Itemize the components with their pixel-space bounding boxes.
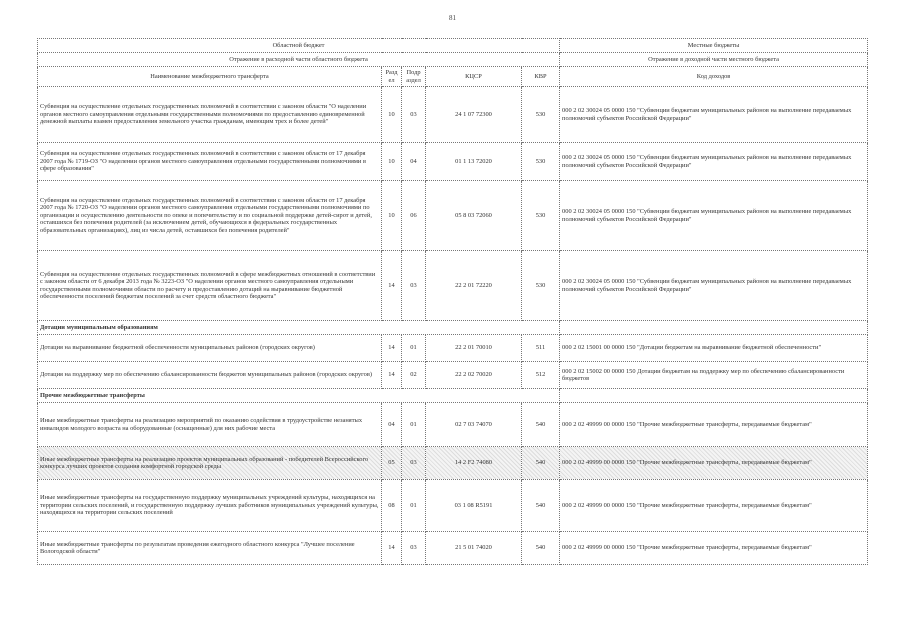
table-row bbox=[38, 143, 868, 181]
transfer-name-cell: Иные межбюджетные трансферты на государственную поддержку муниципальных учреждений культуры, находящихся на территории сельских поселений, и государственную поддержку лучших работников муниципальных учреждений культуры, находящихся на территории сельских поселений bbox=[38, 480, 382, 532]
income-code-cell: 000 2 02 15001 00 0000 150 "Дотации бюджетам на выравнивание бюджетной обеспеченности" bbox=[560, 335, 868, 362]
col-section-header: Разд ел bbox=[382, 67, 402, 87]
section-code-cell: 08 bbox=[382, 480, 402, 532]
table-row bbox=[38, 251, 868, 321]
kvr-cell: 530 bbox=[522, 181, 560, 251]
transfers-table bbox=[37, 38, 868, 565]
kvr-cell: 540 bbox=[522, 403, 560, 447]
income-code-cell: 000 2 02 30024 05 0000 150 "Субвенции бюджетам муниципальных районов на выполнение передаваемых полномочий субъектов Российской Федерации" bbox=[560, 251, 868, 321]
kvr-cell: 512 bbox=[522, 362, 560, 389]
local-budgets-header: Местные бюджеты bbox=[560, 39, 868, 53]
transfer-name-cell: Дотация на поддержку мер по обеспечению сбалансированности бюджетов муниципальных районов (городских округов) bbox=[38, 362, 382, 389]
kvr-cell: 530 bbox=[522, 251, 560, 321]
kcsr-cell: 21 5 01 74020 bbox=[426, 532, 522, 565]
section-title: Прочие межбюджетные трансферты bbox=[38, 389, 560, 403]
transfer-name-cell: Иные межбюджетные трансферты по результатам проведения ежегодного областного конкурса "Лучшее поселение Вологодской области" bbox=[38, 532, 382, 565]
income-code-cell: 000 2 02 49999 00 0000 150 "Прочие межбюджетные трансферты, передаваемые бюджетам" bbox=[560, 480, 868, 532]
kvr-cell: 530 bbox=[522, 143, 560, 181]
kcsr-cell: 14 2 F2 74080 bbox=[426, 447, 522, 480]
section-row bbox=[38, 389, 868, 403]
section-empty-cell bbox=[560, 389, 868, 403]
kcsr-cell: 01 1 13 72020 bbox=[426, 143, 522, 181]
section-title: Дотации муниципальным образованиям bbox=[38, 321, 560, 335]
section-empty-cell bbox=[560, 321, 868, 335]
col-subsection-header: Подр аздел bbox=[402, 67, 426, 87]
expense-reflection-header: Отражение в расходной части областного бюджета bbox=[38, 53, 560, 67]
section-code-cell: 14 bbox=[382, 362, 402, 389]
kvr-cell: 540 bbox=[522, 532, 560, 565]
table-row bbox=[38, 335, 868, 362]
subsection-code-cell: 06 bbox=[402, 181, 426, 251]
table-row bbox=[38, 362, 868, 389]
income-code-cell: 000 2 02 49999 00 0000 150 "Прочие межбюджетные трансферты, передаваемые бюджетам" bbox=[560, 447, 868, 480]
table-row bbox=[38, 480, 868, 532]
table-row bbox=[38, 447, 868, 480]
table-row bbox=[38, 532, 868, 565]
col-name-header: Наименование межбюджетного трансферта bbox=[38, 67, 382, 87]
subsection-code-cell: 04 bbox=[402, 143, 426, 181]
subsection-code-cell: 01 bbox=[402, 403, 426, 447]
kcsr-cell: 02 7 03 74070 bbox=[426, 403, 522, 447]
section-code-cell: 10 bbox=[382, 143, 402, 181]
section-code-cell: 04 bbox=[382, 403, 402, 447]
kcsr-cell: 03 1 08 R5191 bbox=[426, 480, 522, 532]
section-code-cell: 10 bbox=[382, 87, 402, 143]
subsection-code-cell: 03 bbox=[402, 251, 426, 321]
subsection-code-cell: 03 bbox=[402, 87, 426, 143]
section-code-cell: 14 bbox=[382, 532, 402, 565]
kcsr-cell: 22 2 01 72220 bbox=[426, 251, 522, 321]
section-code-cell: 14 bbox=[382, 251, 402, 321]
income-reflection-header: Отражение в доходной части местного бюджета bbox=[560, 53, 868, 67]
transfer-name-cell: Иные межбюджетные трансферты на реализацию проектов муниципальных образований - победителей Всероссийского конкурса лучших проектов создания комфортной городской среды bbox=[38, 447, 382, 480]
transfer-name-cell: Субвенция на осуществление отдельных государственных полномочий в соответствии с законом области от 17 декабря 2007 года № 1720-ОЗ "О наделении органов местного самоуправления отдельными государственными полномочиями по организации и осуществлению деятельности по опеке и попечительству и по социальной поддержке детей-сирот и детей, оставшихся без попечения родителей (за исключением детей, обучающихся в федеральных государственных образовательных организациях), лиц из числа детей, оставшихся без попечения родителей" bbox=[38, 181, 382, 251]
section-row bbox=[38, 321, 868, 335]
transfer-name-cell: Субвенция на осуществление отдельных государственных полномочий в соответствии с законом области "О наделении органов местного самоуправления отдельными государственными полномочиями по предоставлению единовременной денежной выплаты взамен предоставления земельного участка гражданам, имеющим трех и более детей" bbox=[38, 87, 382, 143]
col-kcsr-header: КЦСР bbox=[426, 67, 522, 87]
col-kvr-header: КВР bbox=[522, 67, 560, 87]
kvr-cell: 530 bbox=[522, 87, 560, 143]
kcsr-cell: 05 8 03 72060 bbox=[426, 181, 522, 251]
section-code-cell: 10 bbox=[382, 181, 402, 251]
transfer-name-cell: Дотация на выравнивание бюджетной обеспеченности муниципальных районов (городских округов) bbox=[38, 335, 382, 362]
transfer-name-cell: Иные межбюджетные трансферты на реализацию мероприятий по оказанию содействия в трудоустройстве незанятых инвалидов молодого возраста на оборудованные (оснащенные) для них рабочие места bbox=[38, 403, 382, 447]
kcsr-cell: 24 1 07 72300 bbox=[426, 87, 522, 143]
subsection-code-cell: 01 bbox=[402, 480, 426, 532]
income-code-cell: 000 2 02 30024 05 0000 150 "Субвенции бюджетам муниципальных районов на выполнение передаваемых полномочий субъектов Российской Федерации" bbox=[560, 181, 868, 251]
kvr-cell: 511 bbox=[522, 335, 560, 362]
subsection-code-cell: 01 bbox=[402, 335, 426, 362]
table-row bbox=[38, 87, 868, 143]
subsection-code-cell: 03 bbox=[402, 532, 426, 565]
income-code-cell: 000 2 02 15002 00 0000 150 Дотации бюджетам на поддержку мер по обеспечению сбалансированности бюджетов bbox=[560, 362, 868, 389]
income-code-cell: 000 2 02 49999 00 0000 150 "Прочие межбюджетные трансферты, передаваемые бюджетам" bbox=[560, 403, 868, 447]
table-row bbox=[38, 181, 868, 251]
income-code-cell: 000 2 02 30024 05 0000 150 "Субвенции бюджетам муниципальных районов на выполнение передаваемых полномочий субъектов Российской Федерации" bbox=[560, 143, 868, 181]
income-code-cell: 000 2 02 49999 00 0000 150 "Прочие межбюджетные трансферты, передаваемые бюджетам" bbox=[560, 532, 868, 565]
income-code-cell: 000 2 02 30024 05 0000 150 "Субвенции бюджетам муниципальных районов на выполнение передаваемых полномочий субъектов Российской Федерации" bbox=[560, 87, 868, 143]
page-number: 81 bbox=[449, 14, 456, 22]
subsection-code-cell: 02 bbox=[402, 362, 426, 389]
transfer-name-cell: Субвенция на осуществление отдельных государственных полномочий в соответствии с законом области от 17 декабря 2007 года № 1719-ОЗ "О наделении органов местного самоуправления отдельными государственными полномочиями в сфере образования" bbox=[38, 143, 382, 181]
kcsr-cell: 22 2 01 70010 bbox=[426, 335, 522, 362]
section-code-cell: 14 bbox=[382, 335, 402, 362]
subsection-code-cell: 03 bbox=[402, 447, 426, 480]
section-code-cell: 05 bbox=[382, 447, 402, 480]
table-row bbox=[38, 403, 868, 447]
kcsr-cell: 22 2 02 70020 bbox=[426, 362, 522, 389]
col-income-code-header: Код доходов bbox=[560, 67, 868, 87]
kvr-cell: 540 bbox=[522, 480, 560, 532]
transfer-name-cell: Субвенция на осуществление отдельных государственных полномочий в сфере межбюджетных отношений в соответствии с законом области от 6 декабря 2013 года № 3223-ОЗ "О наделении органов местного самоуправления отдельными государственными полномочиями области по расчету и предоставлению дотаций на выравнивание бюджетной обеспеченности поселений бюджетам поселений за счет средств областного бюджета" bbox=[38, 251, 382, 321]
kvr-cell: 540 bbox=[522, 447, 560, 480]
regional-budget-header: Областной бюджет bbox=[38, 39, 560, 53]
